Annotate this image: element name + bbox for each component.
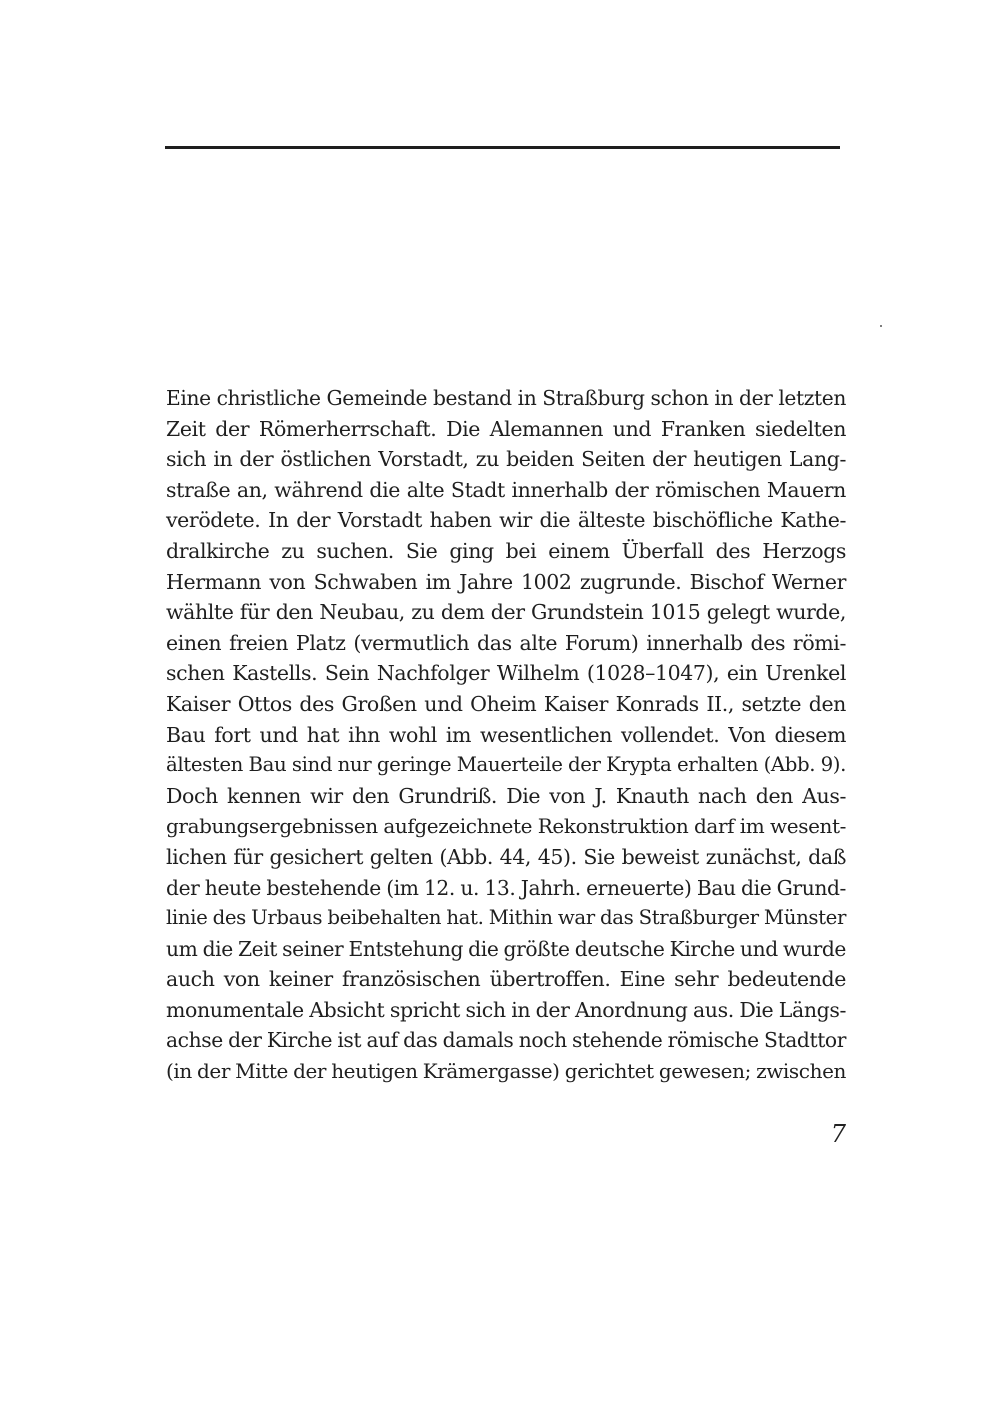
text-line: lichen für gesichert gelten (Abb. 44, 45). Sie beweist zunächst, daß	[166, 844, 846, 869]
text-line: Eine christliche Gemeinde bestand in Straßburg schon in der letzten	[166, 386, 846, 410]
text-line: sich in der östlichen Vorstadt, zu beiden Seiten der heutigen Lang-	[166, 447, 846, 472]
text-line: Hermann von Schwaben im Jahre 1002 zugrunde. Bischof Werner	[166, 569, 846, 594]
text-line: achse der Kirche ist auf das damals noch stehende römische Stadttor	[166, 1028, 846, 1053]
text-line: ältesten Bau sind nur geringe Mauerteile der Krypta erhalten (Abb. 9).	[166, 753, 846, 777]
text-line: dralkirche zu suchen. Sie ging bei einem Überfall des Herzogs	[166, 538, 846, 563]
scan-speck	[880, 325, 882, 327]
top-rule	[165, 146, 840, 149]
page-number: 7	[830, 1120, 846, 1148]
text-line: Zeit der Römerherrschaft. Die Alemannen und Franken siedelten	[166, 416, 846, 441]
text-line: linie des Urbaus beibehalten hat. Mithin war das Straßburger Münster	[166, 906, 846, 930]
text-line: straße an, während die alte Stadt innerhalb der römischen Mauern	[166, 477, 846, 502]
text-line: um die Zeit seiner Entstehung die größte deutsche Kirche und wurde	[166, 936, 846, 961]
text-line: Doch kennen wir den Grundriß. Die von J. Knauth nach den Aus-	[166, 783, 846, 808]
text-line: Bau fort und hat ihn wohl im wesentlichen vollendet. Von diesem	[166, 722, 846, 747]
text-line: wählte für den Neubau, zu dem der Grundstein 1015 gelegt wurde,	[166, 600, 846, 625]
text-line: einen freien Platz (vermutlich das alte Forum) innerhalb des römi-	[166, 630, 846, 655]
body-text	[166, 383, 846, 1087]
text-line: verödete. In der Vorstadt haben wir die älteste bischöfliche Kathe-	[166, 508, 846, 533]
text-line: grabungsergebnissen aufgezeichnete Rekonstruktion darf im wesent-	[166, 814, 846, 839]
text-line: auch von keiner französischen übertroffen. Eine sehr bedeutende	[166, 967, 846, 992]
text-line: schen Kastells. Sein Nachfolger Wilhelm (1028–1047), ein Urenkel	[166, 661, 846, 686]
text-line: monumentale Absicht spricht sich in der Anordnung aus. Die Längs-	[166, 997, 846, 1022]
text-line: Kaiser Ottos des Großen und Oheim Kaiser Konrads II., setzte den	[166, 691, 846, 716]
text-line: (in der Mitte der heutigen Krämergasse) gerichtet gewesen; zwischen	[166, 1059, 846, 1084]
text-line: der heute bestehende (im 12. u. 13. Jahrh. erneuerte) Bau die Grund-	[166, 875, 846, 900]
